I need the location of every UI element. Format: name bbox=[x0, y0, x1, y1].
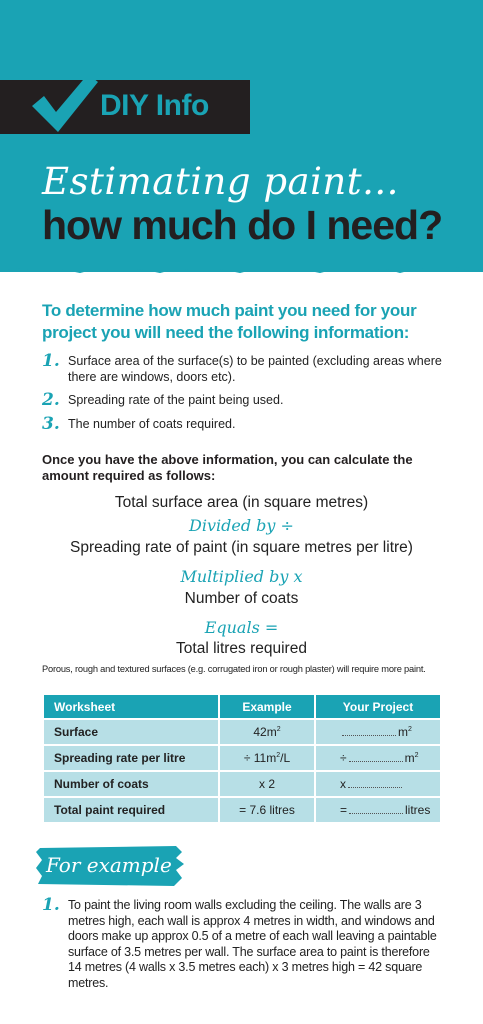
example-value: x 2 bbox=[218, 772, 314, 796]
formula-op-equals: Equals = bbox=[204, 618, 279, 637]
example-item bbox=[42, 895, 442, 992]
formula-line-spreading: Spreading rate of paint (in square metres per litre) bbox=[70, 539, 413, 556]
worksheet-table bbox=[44, 693, 440, 824]
badge-label: DIY Info bbox=[100, 89, 209, 122]
example-number: 1. bbox=[42, 895, 60, 915]
row-label: Spreading rate per litre bbox=[44, 746, 218, 770]
formula-op-divide: Divided by ÷ bbox=[189, 516, 294, 535]
row-label: Number of coats bbox=[44, 772, 218, 796]
table-row bbox=[44, 746, 440, 770]
table-header-row bbox=[44, 695, 440, 718]
example-value: = 7.6 litres bbox=[218, 798, 314, 822]
table-row bbox=[44, 720, 440, 744]
list-item bbox=[42, 413, 452, 434]
column-header: Your Project bbox=[314, 695, 440, 718]
header-banner bbox=[0, 0, 483, 272]
formula-op-multiply: Multiplied by x bbox=[180, 567, 303, 586]
porous-note: Porous, rough and textured surfaces (e.g. corrugated iron or rough plaster) will require more paint. bbox=[42, 664, 426, 674]
step-number: 2. bbox=[42, 390, 60, 410]
title-script: Estimating paint... bbox=[42, 160, 399, 203]
example-value: $42m^2$ bbox=[218, 720, 314, 744]
project-input[interactable]: = litres bbox=[314, 798, 440, 822]
checkmark-icon bbox=[30, 72, 100, 136]
row-label: Total paint required bbox=[44, 798, 218, 822]
row-label: Surface bbox=[44, 720, 218, 744]
diy-info-badge bbox=[0, 80, 250, 134]
for-example-badge bbox=[36, 846, 186, 886]
intro-heading: To determine how much paint you need for your project you will need the following information: bbox=[42, 301, 417, 342]
step-text: Surface area of the surface(s) to be painted (excluding areas where there are windows, doors etc). bbox=[68, 354, 442, 384]
example-text: To paint the living room walls excluding the ceiling. The walls are 3 metres high, each wall is approx 4 metres in width, and windows and doors make up approx 0.5 of a metre of each wall leaving a paintable surface of 3.5 metres per wall. The surface area to paint is therefore 14 metres (4 walls x 3.5 metres each) x 3 metres high = 42 square metres. bbox=[68, 898, 437, 990]
example-value: ÷ $11m^2/L$ bbox=[218, 746, 314, 770]
table-row bbox=[44, 798, 440, 822]
torn-edge-decoration bbox=[0, 258, 483, 278]
project-input[interactable]: $m^2$ bbox=[314, 720, 440, 744]
project-input[interactable]: ÷ $m^2$ bbox=[314, 746, 440, 770]
step-text: Spreading rate of the paint being used. bbox=[68, 393, 284, 407]
step-text: The number of coats required. bbox=[68, 416, 236, 431]
column-header: Example bbox=[218, 695, 314, 718]
step-number: 3. bbox=[42, 413, 60, 434]
formula-line-coats: Number of coats bbox=[184, 590, 299, 607]
table-row bbox=[44, 772, 440, 796]
list-item bbox=[42, 390, 452, 410]
column-header: Worksheet bbox=[44, 695, 218, 718]
formula-line-total: Total litres required bbox=[176, 640, 307, 657]
example-heading: For example bbox=[46, 853, 172, 877]
page-title: how much do I need? bbox=[42, 202, 443, 248]
steps-list bbox=[42, 351, 452, 440]
step-number: 1. bbox=[42, 351, 60, 371]
list-item bbox=[42, 351, 452, 385]
calculation-intro: Once you have the above information, you can calculate the amount required as follows: bbox=[42, 452, 413, 483]
project-input[interactable]: x bbox=[314, 772, 440, 796]
formula-line-surface: Total surface area (in square metres) bbox=[114, 494, 369, 511]
